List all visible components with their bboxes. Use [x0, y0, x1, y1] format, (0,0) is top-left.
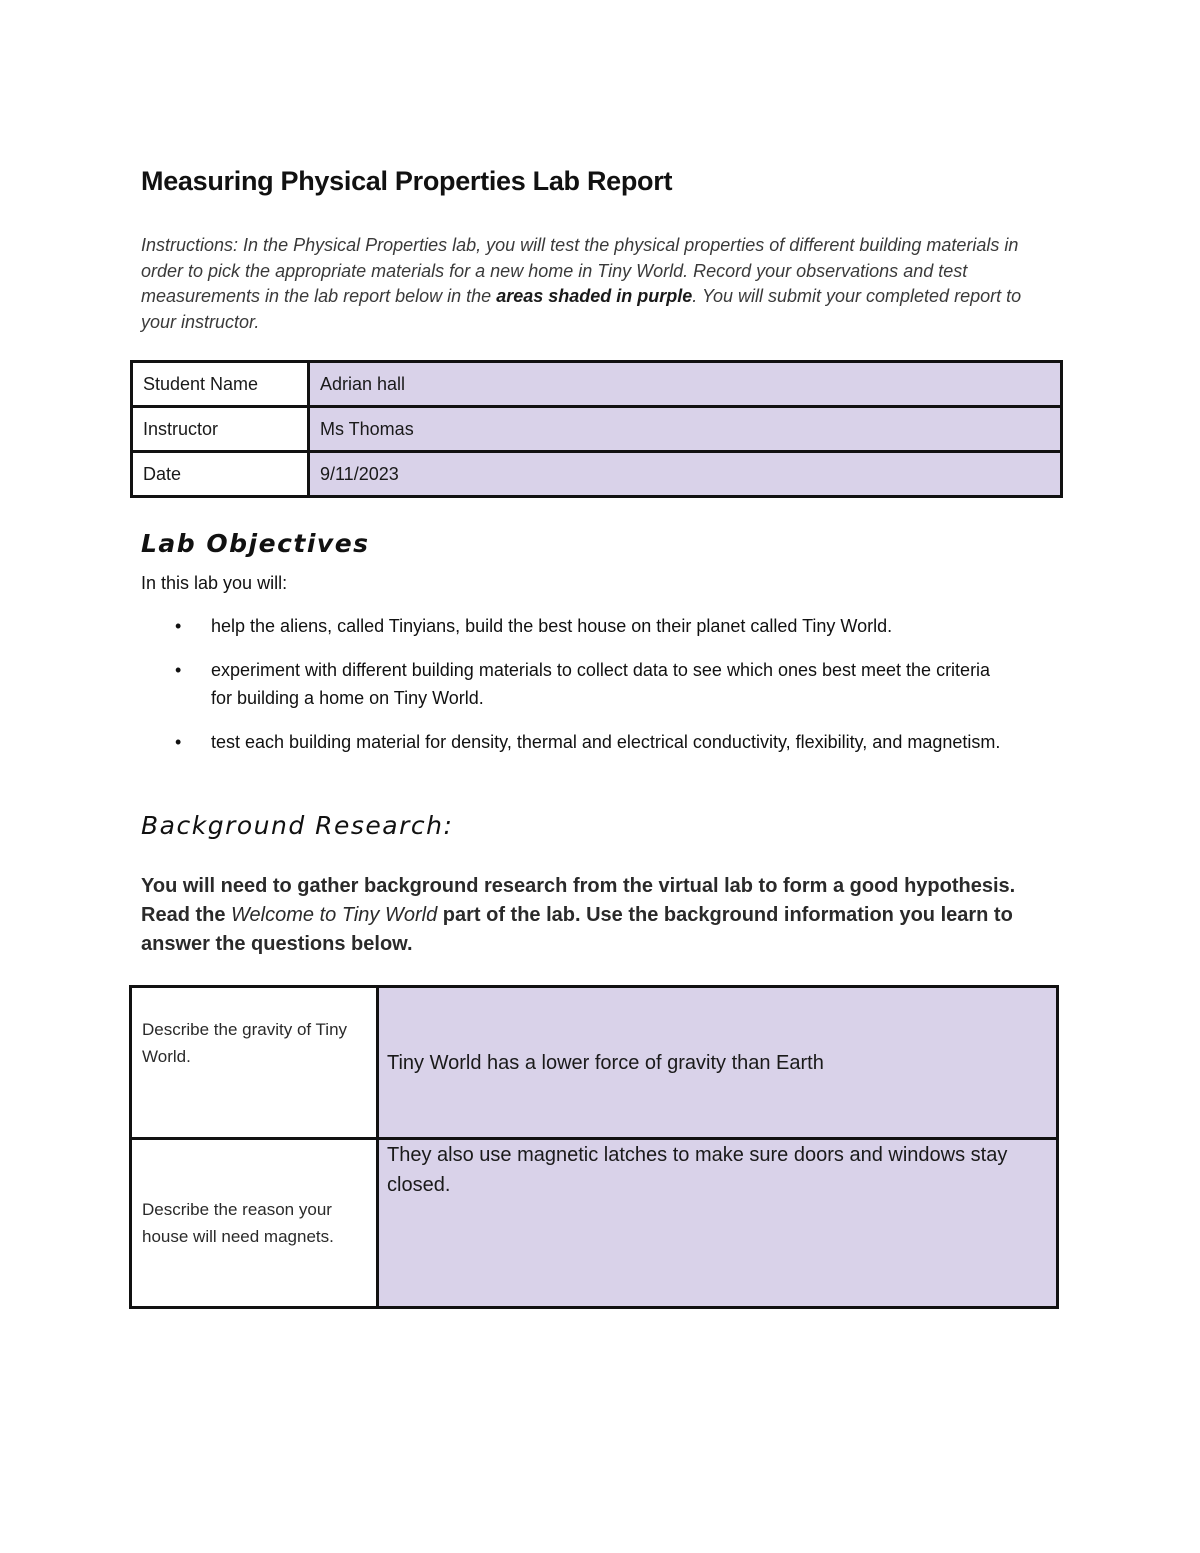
- instructions-text-end: . You will submit your completed report to your instructor.: [141, 286, 1022, 332]
- instructor-field[interactable]: Ms Thomas: [309, 407, 1062, 452]
- table-row: [132, 362, 1062, 407]
- background-text-italic: Welcome to Tiny World: [231, 904, 438, 926]
- background-text-end: part of the lab. Use the background information you learn to answer the questions below.: [141, 904, 1013, 955]
- bullet-icon: •: [175, 616, 182, 636]
- instructor-label: Instructor: [132, 407, 309, 452]
- table-row: [131, 1139, 1058, 1308]
- student-name-field[interactable]: Adrian hall: [309, 362, 1062, 407]
- list-item-text: help the aliens, called Tinyians, build the best house on their planet called Tiny World.: [211, 616, 893, 636]
- instructions-paragraph: [141, 233, 1061, 335]
- student-info-table: [130, 360, 1063, 498]
- list-item: [141, 656, 1001, 712]
- list-item-text: experiment with different building materials to collect data to see which ones best meet the criteria for building a home on Tiny World.: [211, 660, 991, 708]
- bullet-icon: •: [175, 732, 182, 752]
- date-field[interactable]: 9/11/2023: [309, 452, 1062, 497]
- gravity-answer-field[interactable]: Tiny World has a lower force of gravity than Earth: [378, 987, 1058, 1139]
- gravity-question: Describe the gravity of Tiny World.: [131, 987, 378, 1139]
- list-item: [141, 612, 1001, 640]
- objectives-list: [141, 612, 1001, 772]
- background-text: You will need to gather background research from the virtual lab to form a good hypothesis. Read the: [141, 875, 1016, 926]
- table-row: [132, 452, 1062, 497]
- instructions-text: Instructions: In the Physical Properties lab, you will test the physical properties of different building materials in order to pick the appropriate materials for a new home in Tiny World. Record your observations and test measurements in the lab report below in the: [141, 235, 1019, 306]
- magnets-question: Describe the reason your house will need magnets.: [131, 1139, 378, 1308]
- date-label: Date: [132, 452, 309, 497]
- list-item: [141, 728, 1001, 756]
- table-row: [131, 987, 1058, 1139]
- magnets-answer-field[interactable]: They also use magnetic latches to make sure doors and windows stay closed.: [378, 1139, 1058, 1308]
- list-item-text: test each building material for density, thermal and electrical conductivity, flexibility, and magnetism.: [211, 732, 1001, 752]
- lab-objectives-heading: Lab Objectives: [141, 529, 370, 558]
- table-row: [132, 407, 1062, 452]
- student-name-label: Student Name: [132, 362, 309, 407]
- objectives-intro: In this lab you will:: [141, 573, 288, 593]
- page-title: Measuring Physical Properties Lab Report: [141, 166, 673, 196]
- instructions-emphasis: areas shaded in purple: [496, 286, 693, 306]
- background-questions-table: [129, 985, 1059, 1309]
- bullet-icon: •: [175, 660, 182, 680]
- background-research-heading: Background Research:: [141, 811, 454, 840]
- background-paragraph: [141, 872, 1061, 959]
